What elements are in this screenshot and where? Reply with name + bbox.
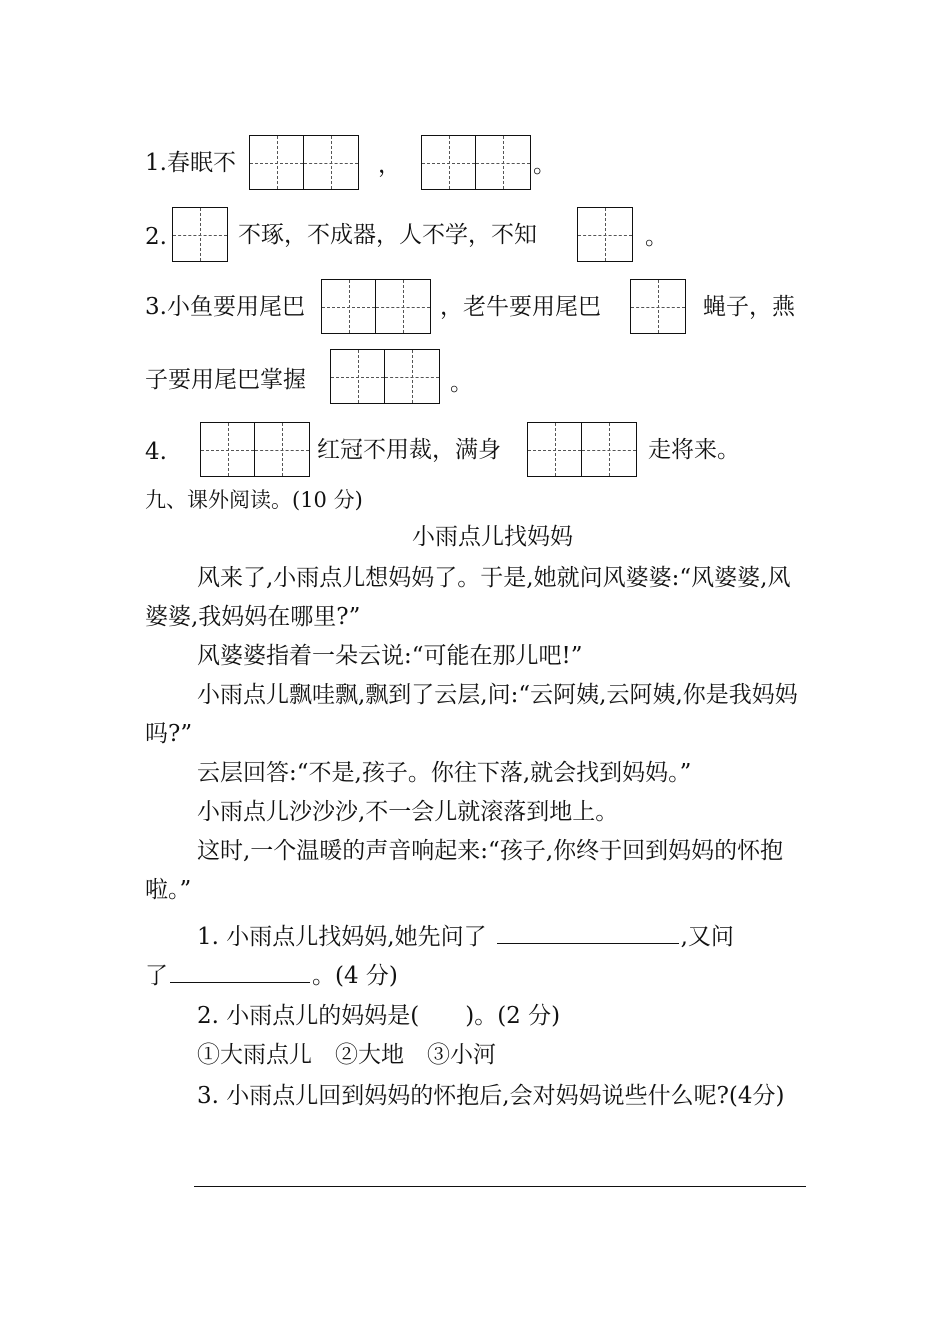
q3-prefix: 3.小鱼要用尾巴	[145, 294, 305, 320]
story-paragraph-2: 风婆婆指着一朵云说:“可能在那儿吧!”	[197, 643, 583, 669]
q2-text: 不琢，不成器，人不学，不知	[238, 222, 537, 248]
rq1-text-a: 1. 小雨点儿找妈妈,她先问了	[197, 924, 487, 950]
q1-answer-box-1[interactable]	[249, 135, 359, 190]
story-paragraph-4: 云层回答:“不是,孩子。你往下落,就会找到妈妈。”	[197, 760, 692, 786]
reading-question-1	[145, 918, 810, 957]
reading-question-3: 3. 小雨点儿回到妈妈的怀抱后,会对妈妈说些什么呢?(4分)	[197, 1083, 785, 1109]
q1-answer-box-2[interactable]	[421, 135, 531, 190]
rq1-text-c: 了	[145, 963, 168, 989]
q4-answer-box-1[interactable]	[200, 422, 310, 477]
q3-mid-text: ，老牛要用尾巴	[440, 294, 601, 320]
q2-number: 2.	[145, 224, 167, 250]
q3-tail-text: 蝇子，燕	[703, 294, 795, 320]
story-paragraph-6: 这时,一个温暖的声音响起来:“孩子,你终于回到妈妈的怀抱啦。”	[145, 838, 784, 903]
reading-question-1-line2	[145, 957, 810, 996]
answer-line[interactable]	[194, 1186, 806, 1187]
rq1-blank-2[interactable]	[170, 960, 310, 983]
q4-tail-text: 走将来。	[648, 437, 740, 463]
q1-comma: ，	[378, 152, 401, 178]
q4-answer-box-2[interactable]	[527, 422, 637, 477]
q3-line2-text: 子要用尾巴掌握	[145, 367, 306, 393]
q3-answer-box-3[interactable]	[330, 349, 440, 404]
story-paragraph-3: 小雨点儿飘哇飘,飘到了云层,问:“云阿姨,云阿姨,你是我妈妈吗?”	[145, 682, 798, 747]
rq1-text-b: ,又问	[680, 924, 734, 950]
story-title: 小雨点儿找妈妈	[412, 524, 573, 550]
rq1-text-d: 。(4 分)	[312, 963, 398, 989]
story-paragraph-5: 小雨点儿沙沙沙,不一会儿就滚落到地上。	[197, 799, 619, 825]
reading-question-2: 2. 小雨点儿的妈妈是( )。(2 分)	[197, 1003, 561, 1029]
q2-answer-box-2[interactable]	[577, 207, 633, 262]
section-title: 九、课外阅读。(10 分)	[145, 488, 363, 512]
q4-mid-text: 红冠不用裁，满身	[317, 437, 501, 463]
reading-question-2-options: ①大雨点儿 ②大地 ③小河	[197, 1042, 496, 1068]
story-paragraph-1: 风来了,小雨点儿想妈妈了。于是,她就问风婆婆:“风婆婆,风婆婆,我妈妈在哪里?”	[145, 565, 791, 630]
q3-answer-box-2[interactable]	[630, 279, 686, 334]
q1-prefix: 1.春眠不	[145, 150, 236, 176]
q2-answer-box-1[interactable]	[172, 207, 228, 262]
rq1-blank-1[interactable]	[497, 921, 679, 944]
q2-period: 。	[645, 224, 668, 250]
q3-period: 。	[450, 370, 473, 396]
q4-number: 4.	[145, 439, 167, 465]
q1-period: 。	[533, 152, 556, 178]
q3-answer-box-1[interactable]	[321, 279, 431, 334]
